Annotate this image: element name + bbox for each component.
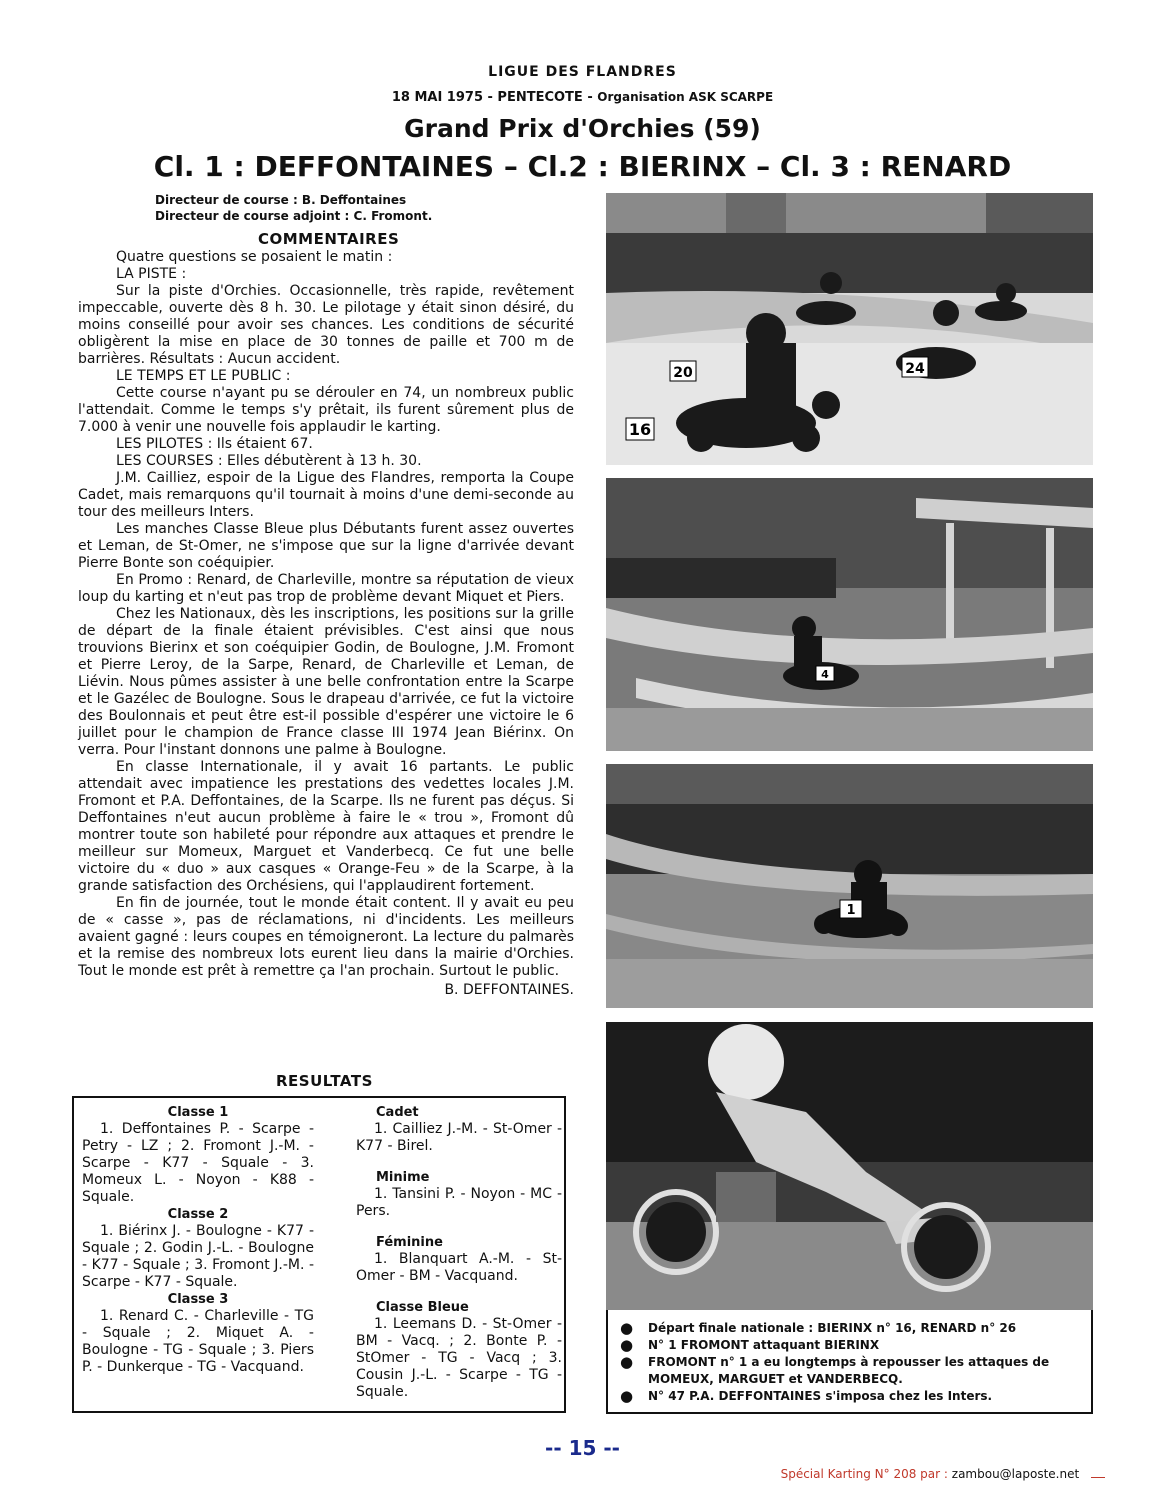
result-heading: Classe 2: [167, 1207, 229, 1222]
result-text: 1. Biérinx J. - Boulogne - K77 - Squale ; 2. Godin J.-L. - Boulogne - K77 - Squale ; 3. Fromont J.-M. - Scarpe - K77 - Squale.: [82, 1223, 314, 1290]
grand-prix-title: Grand Prix d'Orchies (59): [404, 114, 761, 143]
bullet-icon: ●: [620, 1319, 634, 1337]
caption-row: [620, 1388, 1091, 1405]
page-number: -- 15 --: [545, 1436, 620, 1460]
result-heading: Féminine: [376, 1235, 443, 1250]
photo-race-start: [606, 193, 1093, 465]
kart-number: 24: [905, 361, 925, 377]
footer-credit: [781, 1467, 1105, 1481]
caption-row: [620, 1354, 1091, 1388]
article-paragraph: Sur la piste d'Orchies. Occasionnelle, très rapide, revêtement impeccable, ouverte dès 8 h. 30. Le pilotage y était sinon désiré, du moins conseillé pour avoir ses chances. Les conditions de sécurité obligèrent la mise en place de 30 tonnes de paille et 700 m de barrières. Résultats : Aucun accident.: [78, 283, 574, 367]
credit-email[interactable]: zambou@laposte.net: [951, 1467, 1080, 1481]
resultats-title: RESULTATS: [276, 1072, 373, 1090]
article-paragraph: LA PISTE :: [116, 266, 187, 282]
article-paragraph: LES COURSES : Elles débutèrent à 13 h. 30.: [116, 453, 422, 469]
bullet-icon: ●: [620, 1353, 634, 1371]
article-signature: B. DEFFONTAINES.: [444, 982, 574, 998]
result-heading: Classe Bleue: [376, 1300, 469, 1315]
caption-text: FROMONT n° 1 a eu longtemps à repousser les attaques de MOMEUX, MARGUET et VANDERBECQ.: [648, 1355, 1050, 1386]
article-paragraph: Les manches Classe Bleue plus Débutants furent assez ouvertes et Leman, de St-Omer, ne s'impose que sur la ligne d'arrivée devant Pierre Bonte son coéquipier.: [78, 521, 574, 571]
dateline: [0, 90, 1165, 105]
photo-caption-box: [606, 1310, 1093, 1414]
organisation: Organisation ASK SCARPE: [597, 90, 774, 104]
assistant-director: Directeur de course adjoint : C. Fromont.: [155, 209, 433, 223]
footer-rule: [1091, 1477, 1105, 1478]
results-box: [72, 1096, 566, 1413]
commentaires-article: [78, 249, 574, 999]
article-paragraph: Quatre questions se posaient le matin :: [116, 249, 393, 265]
photo-kart-one: [606, 764, 1093, 1008]
league-title: LIGUE DES FLANDRES: [488, 64, 677, 80]
result-text: 1. Leemans D. - St-Omer - BM - Vacq. ; 2. Bonte P. - StOmer - TG - Vacq ; 3. Cousin J.-L. - Scarpe - TG - Squale.: [356, 1316, 562, 1400]
caption-text: Départ finale nationale : BIERINX n° 16, RENARD n° 26: [648, 1321, 1017, 1335]
race-officials: [155, 192, 432, 224]
kart-number: 4: [821, 668, 829, 681]
kart-number: 20: [673, 365, 693, 381]
caption-row: [620, 1337, 1091, 1354]
caption-text: N° 1 FROMONT attaquant BIERINX: [648, 1338, 880, 1352]
result-heading: Cadet: [376, 1105, 419, 1120]
kart-number: 1: [846, 903, 856, 918]
result-text: 1. Blanquart A.-M. - St-Omer - BM - Vacquand.: [356, 1251, 562, 1284]
bullet-icon: ●: [620, 1387, 634, 1405]
result-heading: Classe 1: [167, 1105, 229, 1120]
result-heading: Minime: [376, 1170, 430, 1185]
photo-kart-curve: [606, 478, 1093, 751]
article-paragraph: En classe Internationale, il y avait 16 partants. Le public attendait avec impatience les prestations des vedettes locales J.M. Fromont et P.A. Deffontaines, de la Scarpe. Ils ne furent pas déçus. Si Deffontaines n'eut aucun problème à faire le « trou », Fromont dû montrer toute son habileté pour répondre aux attaques et prendre le meilleur sur Momeux, Marguet et Vanderbecq. Ce fut une belle victoire du « duo » aux casques « Orange-Feu » de la Scarpe, à la grande satisfaction des Orchésiens, qui l'applaudirent fortement.: [78, 759, 574, 894]
race-director: Directeur de course : B. Deffontaines: [155, 193, 407, 207]
kart-number: 16: [628, 420, 652, 439]
article-paragraph: LE TEMPS ET LE PUBLIC :: [116, 368, 291, 384]
results-right-column: [356, 1104, 562, 1415]
article-paragraph: LES PILOTES : Ils étaient 67.: [116, 436, 313, 452]
article-paragraph: Chez les Nationaux, dès les inscriptions, les positions sur la grille de départ de la finale étaient prévisibles. C'est ainsi que nous trouvions Bierinx et son coéquipier Godin, de Boulogne, J.M. Fromont et Pierre Leroy, de la Sarpe, Renard, de Charleville et Leman, de Liévin. Nous pûmes assister à une belle confrontation entre la Scarpe et le Gazélec de Boulogne. Sous le drapeau d'arrivée, ce fut la victoire des Boulonnais et peut être est-il possible d'espérer une victoire le 6 juillet pour le champion de France classe III 1974 Jean Biérinx. On verra. Pour l'instant donnons une palme à Boulogne.: [78, 606, 574, 758]
result-text: 1. Tansini P. - Noyon - MC - Pers.: [356, 1186, 562, 1219]
article-paragraph: J.M. Cailliez, espoir de la Ligue des Flandres, remporta la Coupe Cadet, mais remarquons qu'il tournait à moins d'une demi-seconde au tour des meilleurs Inters.: [78, 470, 574, 520]
caption-row: [620, 1320, 1091, 1337]
winners-headline: Cl. 1 : DEFFONTAINES – Cl.2 : BIERINX – Cl. 3 : RENARD: [153, 150, 1012, 183]
article-paragraph: Cette course n'ayant pu se dérouler en 74, un nombreux public l'attendait. Comme le temps s'y prêtait, ils furent sûrement plus de 7.000 à venir une nouvelle fois applaudir le karting.: [78, 385, 574, 435]
result-text: 1. Cailliez J.-M. - St-Omer - K77 - Birel.: [356, 1121, 562, 1154]
article-paragraph: En Promo : Renard, de Charleville, montre sa réputation de vieux loup du karting et n'eut pas trop de problème devant Miquet et Piers.: [78, 572, 574, 605]
result-text: 1. Renard C. - Charleville - TG - Squale ; 2. Miquet A. - Boulogne - TG - Squale ; 3. Piers P. - Dunkerque - TG - Vacquand.: [82, 1308, 314, 1375]
result-text: 1. Deffontaines P. - Scarpe - Petry - LZ ; 2. Fromont J.-M. - Scarpe - K77 - Squale - 3. Momeux L. - Noyon - K88 - Squale.: [82, 1121, 314, 1205]
credit-text: Spécial Karting N° 208 par :: [780, 1467, 948, 1481]
commentaires-title: COMMENTAIRES: [258, 230, 400, 248]
caption-text: N° 47 P.A. DEFFONTAINES s'imposa chez les Inters.: [648, 1389, 993, 1403]
results-left-column: [82, 1104, 314, 1376]
bullet-icon: ●: [620, 1336, 634, 1354]
event-date: 18 MAI 1975 - PENTECOTE -: [391, 90, 593, 105]
photo-driver-closeup: [606, 1022, 1093, 1310]
article-paragraph: En fin de journée, tout le monde était content. Il y avait eu peu de « casse », pas de réclamations, ni d'incidents. Les meilleurs avaient gagné : leurs coupes en témoigneront. La lecture du palmarès et la remise des nombreux lots eurent lieu dans la mairie d'Orchies. Tout le monde est prêt à remettre ça l'an prochain. Surtout le public.: [78, 895, 574, 979]
result-heading: Classe 3: [167, 1292, 229, 1307]
